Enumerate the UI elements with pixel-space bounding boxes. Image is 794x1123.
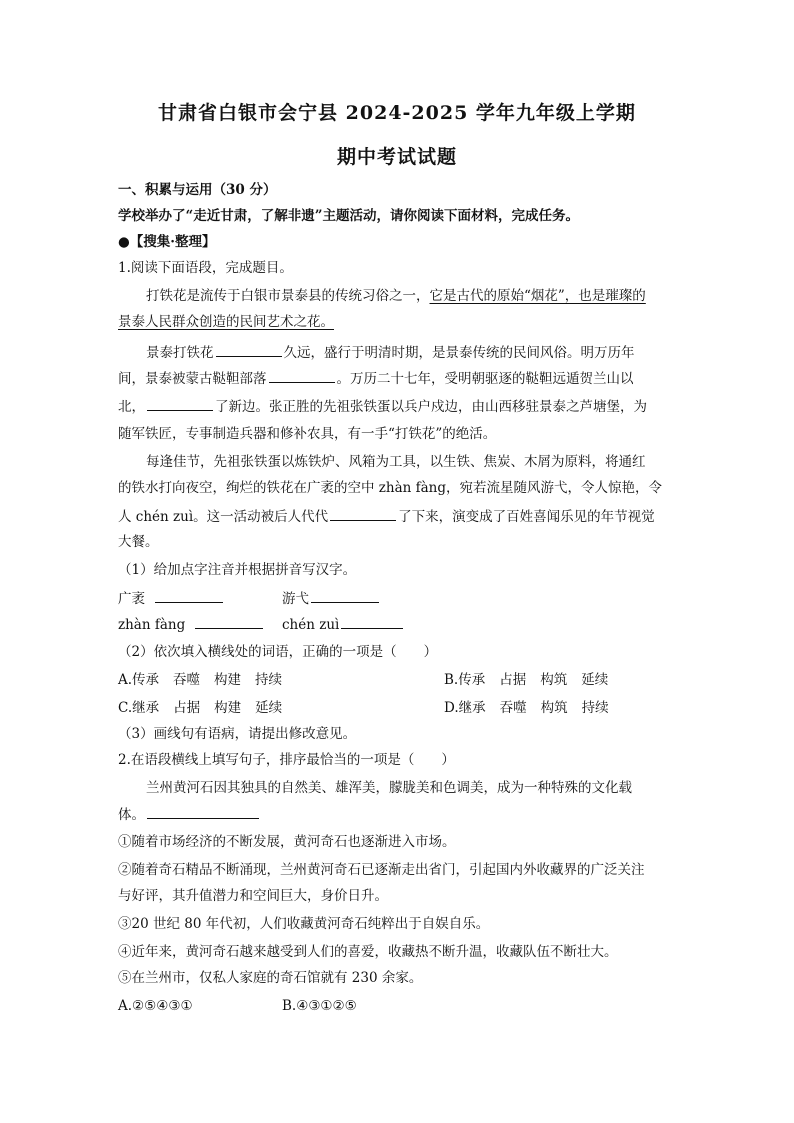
pinyin-item-4 — [282, 614, 405, 635]
exam-title-line2: 期中考试试题 — [336, 146, 457, 168]
q1-p2-text: 景泰打铁花 — [146, 345, 214, 361]
option-word: 延续 — [581, 672, 609, 688]
fill-blank-2[interactable] — [269, 368, 335, 383]
fill-blank-3[interactable] — [147, 396, 213, 411]
answer-blank[interactable] — [311, 588, 379, 603]
q2-option-a[interactable]: A.②⑤④③① — [118, 998, 193, 1014]
pinyin-item-2 — [282, 588, 381, 609]
option-word: 延续 — [255, 700, 283, 716]
fill-blank-1[interactable] — [216, 342, 282, 357]
subsection-heading: ●【搜集·整理】 — [118, 234, 216, 250]
option-word: 构建 — [214, 672, 242, 688]
q2-option-b[interactable]: B.④③①②⑤ — [282, 998, 357, 1014]
q1-p2-text: 。万历二十七年，受明朝驱逐的鞑靼远遁贺兰山以 — [336, 371, 634, 387]
q2-sentence-3: ③20 世纪 80 年代初，人们收藏黄河奇石纯粹出于自娱自乐。 — [118, 916, 490, 932]
pinyin-word: zhàn fàng — [118, 617, 186, 633]
q2-paragraph-line2 — [118, 804, 678, 825]
option-word: 吞噬 — [499, 700, 527, 716]
q1-p2-text: 间，景泰被蒙古鞑靼部落 — [118, 371, 267, 387]
option-word: 占据 — [499, 672, 527, 688]
section-heading: 一、积累与运用（30 分） — [118, 182, 277, 198]
q1-p2-text: 北， — [118, 399, 145, 415]
answer-blank[interactable] — [155, 588, 223, 603]
option-a[interactable] — [118, 670, 282, 690]
option-word: A.传承 — [118, 672, 160, 688]
option-b[interactable] — [444, 670, 608, 690]
answer-blank[interactable] — [341, 614, 403, 629]
q1-sub3-prompt: （3）画线句有语病，请提出修改意见。 — [118, 726, 357, 742]
option-word: B.传承 — [444, 672, 486, 688]
option-word: 持续 — [581, 700, 609, 716]
pinyin-word: chén zuì — [282, 617, 340, 633]
option-word: 构建 — [214, 700, 242, 716]
q1-p1-underlined-sentence: 它是古代的原始“烟花”，也是璀璨的 — [429, 288, 646, 304]
q1-paragraph1-line1 — [146, 286, 706, 306]
q2-para-text: 体。 — [118, 807, 145, 823]
q1-paragraph2-line3 — [118, 396, 678, 417]
question-1-prompt: 1.阅读下面语段，完成题目。 — [118, 260, 293, 276]
q2-sentence-4: ④近年来，黄河奇石越来越受到人们的喜爱，收藏热不断升温，收藏队伍不断壮大。 — [118, 944, 618, 960]
q1-sub2-prompt: （2）依次填入横线处的词语，正确的一项是（ ） — [118, 644, 438, 660]
option-d[interactable] — [444, 698, 609, 718]
question-2-prompt: 2.在语段横线上填写句子，排序最恰当的一项是（ ） — [118, 752, 455, 768]
q1-p3-text: 人 chén zuì。这一活动被后人代代 — [118, 509, 329, 525]
q1-paragraph3-line4: 大餐。 — [118, 534, 159, 550]
q1-sub1-prompt: （1）给加点字注音并根据拼音写汉字。 — [118, 562, 357, 578]
q1-p2-text: 久远，盛行于明清时期，是景泰传统的民间风俗。明万历年 — [283, 345, 635, 361]
q2-sentence-1: ①随着市场经济的不断发展，黄河奇石也逐渐进入市场。 — [118, 834, 456, 850]
option-word: 吞噬 — [173, 672, 201, 688]
option-word: 构筑 — [540, 672, 568, 688]
pinyin-word: 游弋 — [282, 591, 309, 607]
answer-blank[interactable] — [195, 614, 263, 629]
q1-paragraph3-line2: 的铁水打向夜空，绚烂的铁花在广袤的空中 zhàn fàng，宛若流星随风游弋，令人惊艳，令 — [118, 480, 663, 496]
q1-paragraph3-line1: 每逢佳节，先祖张铁蛋以炼铁炉、风箱为工具，以生铁、焦炭、木屑为原料，将通红 — [146, 454, 646, 470]
q2-sentence-5: ⑤在兰州市，仅私人家庭的奇石馆就有 230 余家。 — [118, 970, 423, 986]
q2-paragraph-line1: 兰州黄河石因其独具的自然美、雄浑美，朦胧美和色调美，成为一种特殊的文化载 — [146, 780, 632, 796]
q1-paragraph2-line4: 随军铁匠，专事制造兵器和修补农具，有一手“打铁花”的绝活。 — [118, 426, 497, 442]
q1-p1-underlined-sentence-cont: 景泰人民群众创造的民间艺术之花。 — [118, 314, 334, 330]
pinyin-word: 广袤 — [118, 591, 145, 607]
option-word: 构筑 — [540, 700, 568, 716]
pinyin-item-1 — [118, 588, 225, 609]
option-word: D.继承 — [444, 700, 486, 716]
option-word: 持续 — [255, 672, 283, 688]
pinyin-item-3 — [118, 614, 265, 635]
q2-sentence-2-line1: ②随着奇石精品不断涌现，兰州黄河奇石已逐渐走出省门，引起国内外收藏界的广泛关注 — [118, 862, 645, 878]
fill-blank-sentence[interactable] — [147, 804, 259, 819]
q1-paragraph2-line2 — [118, 368, 678, 389]
exam-title-line1: 甘肃省白银市会宁县 2024-2025 学年九年级上学期 — [158, 102, 636, 124]
section-intro: 学校举办了“走近甘肃，了解非遗”主题活动，请你阅读下面材料，完成任务。 — [118, 208, 580, 224]
fill-blank-4[interactable] — [330, 506, 396, 521]
q1-p3-text: 了下来，演变成了百姓喜闻乐见的年节视觉 — [398, 509, 655, 525]
q1-paragraph1-line2 — [118, 312, 678, 332]
q1-p1-text: 打铁花是流传于白银市景泰县的传统习俗之一， — [146, 288, 430, 304]
option-c[interactable] — [118, 698, 282, 718]
option-word: 占据 — [173, 700, 201, 716]
q1-paragraph3-line3 — [118, 506, 678, 527]
q1-p2-text: 了新边。张正胜的先祖张铁蛋以兵户戍边，由山西移驻景泰之芦塘堡，为 — [215, 399, 647, 415]
option-word: C.继承 — [118, 700, 160, 716]
q2-sentence-2-line2: 与好评，其升值潜力和空间巨大，身价日升。 — [118, 888, 388, 904]
q1-paragraph2-line1 — [146, 342, 706, 363]
